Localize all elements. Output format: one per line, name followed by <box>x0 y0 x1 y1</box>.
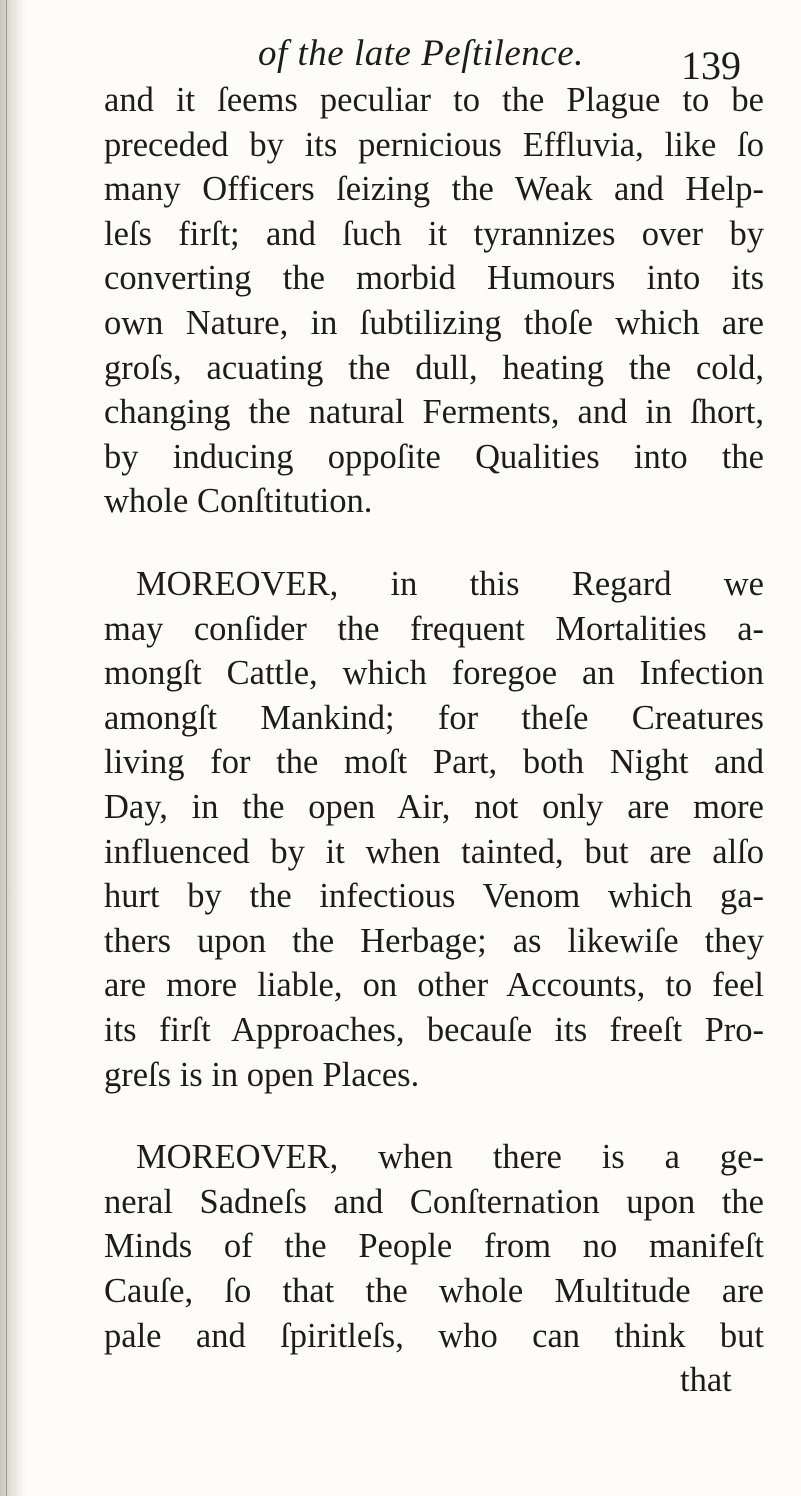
text-line: living for the moſt Part, both Night and <box>104 743 764 781</box>
text-line: changing the natural Ferments, and in ſhort, <box>104 393 764 431</box>
text-line: many Officers ſeizing the Weak and Help- <box>104 170 764 208</box>
catchword: that <box>680 1361 732 1399</box>
page-number: 139 <box>681 43 741 88</box>
text-line: by inducing oppoſite Qualities into the <box>104 438 764 476</box>
text-line: neral Sadneſs and Conſternation upon the <box>104 1183 764 1221</box>
text-line: its firſt Approaches, becauſe its freeſt Pro- <box>104 1011 764 1049</box>
text-line: MOREOVER, in this Regard we <box>136 565 764 603</box>
text-line: mongſt Cattle, which foregoe an Infection <box>104 654 764 692</box>
text-line: influenced by it when tainted, but are alſo <box>104 833 764 871</box>
text-line: Day, in the open Air, not only are more <box>104 788 764 826</box>
text-line: thers upon the Herbage; as likewiſe they <box>104 922 764 960</box>
text-line: own Nature, in ſubtilizing thoſe which are <box>104 304 764 342</box>
running-head-title: of the late Peſtilence. <box>258 33 584 74</box>
text-line: MOREOVER, when there is a ge- <box>136 1138 764 1176</box>
text-line: pale and ſpiritleſs, who can think but <box>104 1317 764 1355</box>
text-line: whole Conſtitution. <box>104 482 373 520</box>
text-line: leſs firſt; and ſuch it tyrannizes over by <box>104 215 764 253</box>
text-line: are more liable, on other Accounts, to feel <box>104 966 764 1004</box>
text-line: and it ſeems peculiar to the Plague to be <box>104 81 764 119</box>
text-line: hurt by the infectious Venom which ga- <box>104 877 764 915</box>
text-line: converting the morbid Humours into its <box>104 259 764 297</box>
text-line: Minds of the People from no manifeſt <box>104 1227 764 1265</box>
text-line: may conſider the frequent Mortalities a- <box>104 610 764 648</box>
binding-gutter <box>0 0 26 1496</box>
text-line: greſs is in open Places. <box>104 1056 420 1094</box>
text-line: amongſt Mankind; for theſe Creatures <box>104 699 764 737</box>
binding-edge <box>6 0 7 1496</box>
text-line: preceded by its pernicious Effluvia, like ſo <box>104 126 764 164</box>
text-line: groſs, acuating the dull, heating the cold, <box>104 349 764 387</box>
running-head <box>0 28 801 88</box>
text-line: Cauſe, ſo that the whole Multitude are <box>104 1272 764 1310</box>
